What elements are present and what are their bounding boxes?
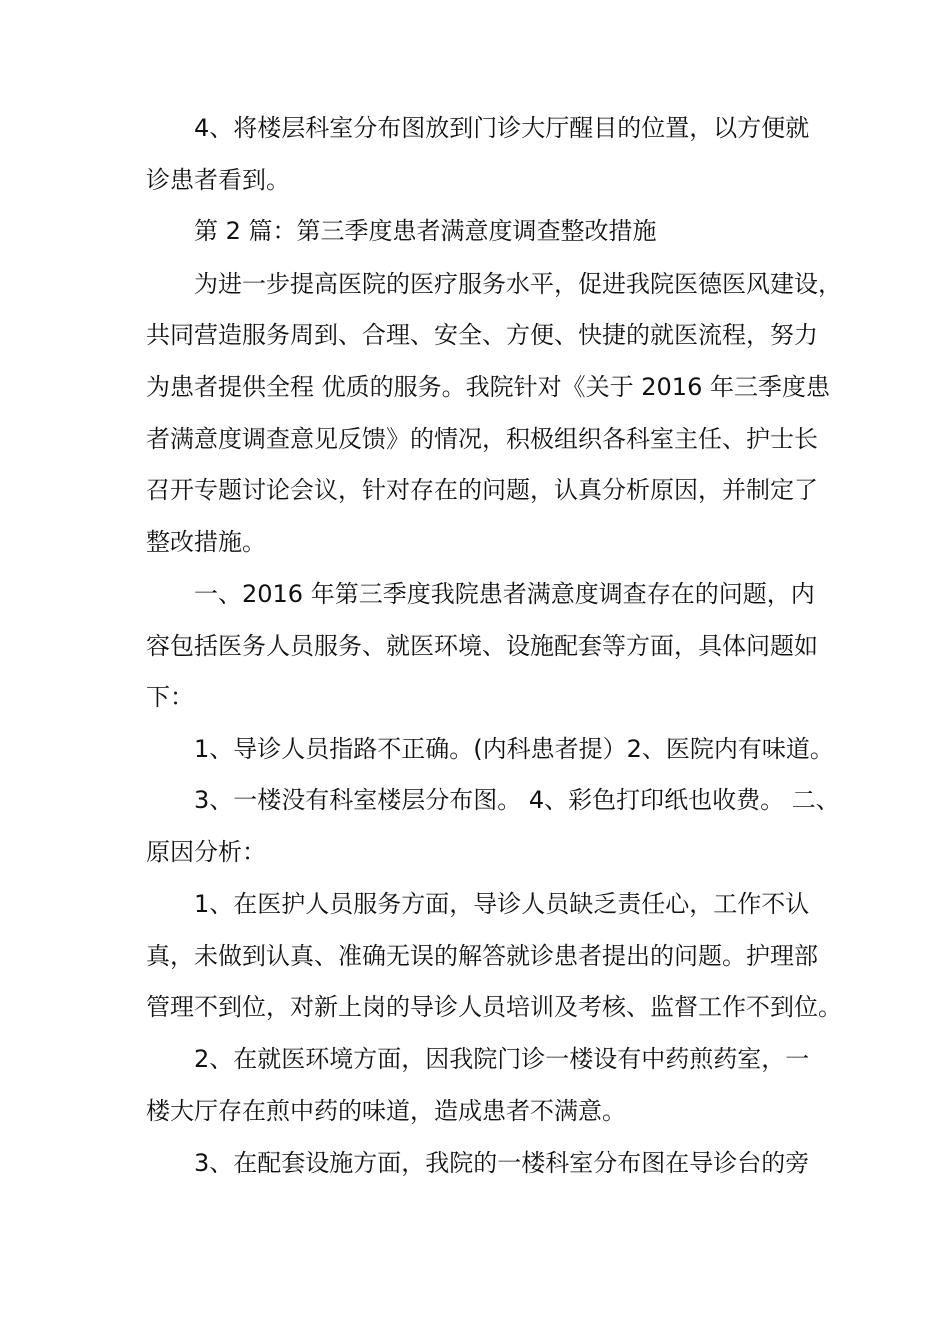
section-heading: 第 2 篇：第三季度患者满意度调查整改措施: [194, 217, 657, 245]
text-line: 为进一步提高医院的医疗服务水平，促进我院医德医风建设，: [194, 270, 842, 298]
text-line: 真，未做到认真、准确无误的解答就诊患者提出的问题。护理部: [146, 942, 818, 970]
text-line: 4、将楼层科室分布图放到门诊大厅醒目的位置，以方便就: [194, 114, 810, 142]
text-line: 整改措施。: [146, 528, 266, 556]
text-line: 3、一楼没有科室楼层分布图。 4、彩色打印纸也收费。 二、: [194, 786, 840, 814]
text-line: 原因分析：: [146, 838, 266, 866]
text-line: 为患者提供全程 优质的服务。我院针对《关于 2016 年三季度患: [146, 373, 830, 401]
text-line: 下：: [146, 683, 194, 711]
text-line: 共同营造服务周到、合理、安全、方便、快捷的就医流程，努力: [146, 321, 818, 349]
text-line: 召开专题讨论会议，针对存在的问题，认真分析原因，并制定了: [146, 476, 818, 504]
text-line: 3、在配套设施方面，我院的一楼科室分布图在导诊台的旁: [194, 1149, 810, 1177]
text-line: 楼大厅存在煎中药的味道，造成患者不满意。: [146, 1097, 626, 1125]
text-line: 1、在医护人员服务方面，导诊人员缺乏责任心，工作不认: [194, 890, 810, 918]
text-line: 诊患者看到。: [146, 166, 290, 194]
text-line: 1、导诊人员指路不正确。(内科患者提）2、医院内有味道。: [194, 735, 834, 763]
text-line: 管理不到位，对新上岗的导诊人员培训及考核、监督工作不到位。: [146, 993, 842, 1021]
text-line: 一、2016 年第三季度我院患者满意度调查存在的问题，内: [194, 580, 815, 608]
text-line: 容包括医务人员服务、就医环境、设施配套等方面，具体问题如: [146, 632, 818, 660]
text-line: 2、在就医环境方面，因我院门诊一楼设有中药煎药室，一: [194, 1045, 810, 1073]
text-line: 者满意度调查意见反馈》的情况，积极组织各科室主任、护士长: [146, 425, 818, 453]
